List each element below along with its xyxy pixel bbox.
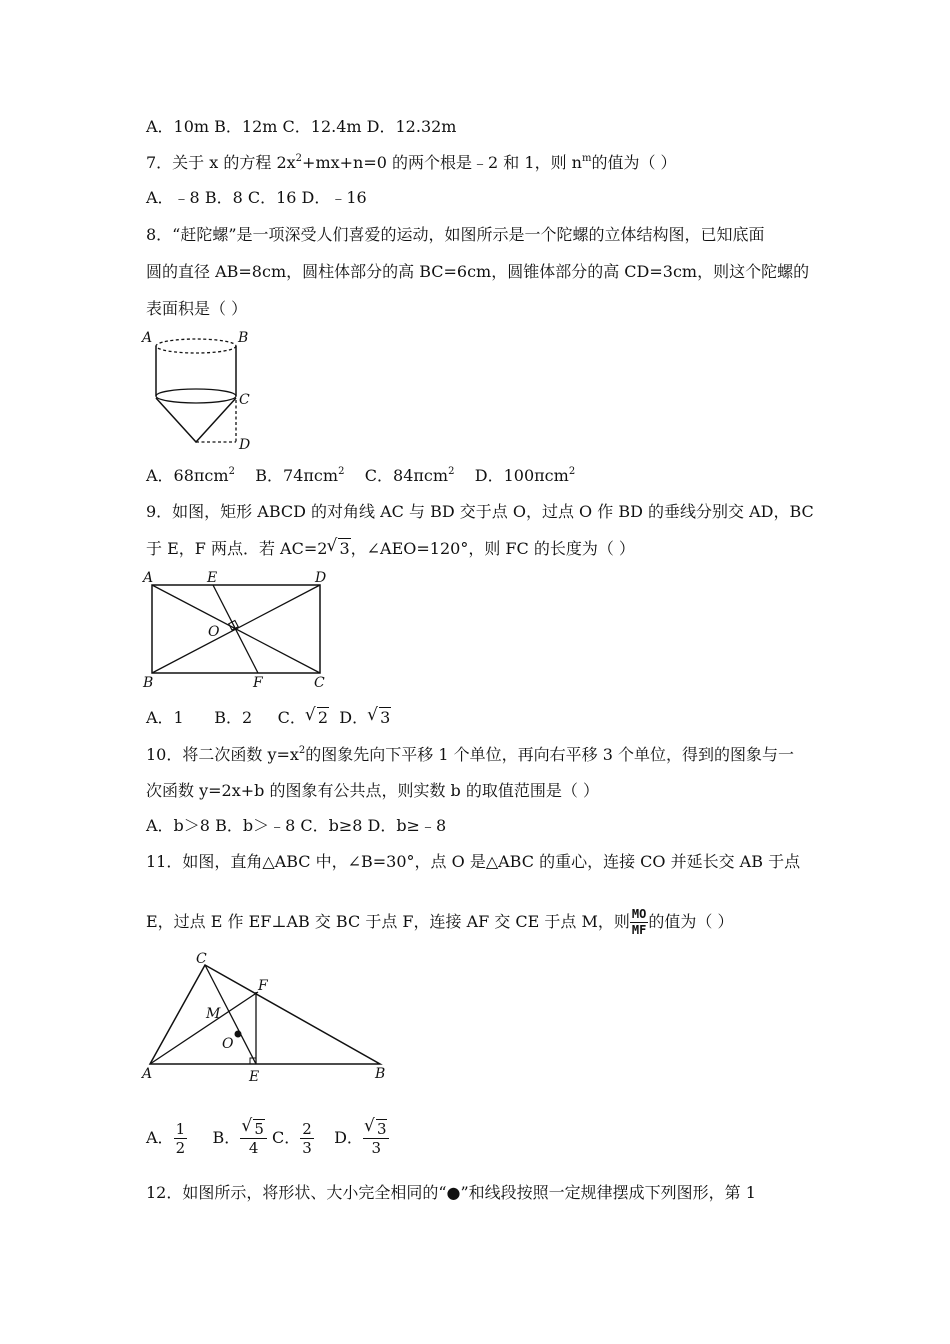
q8-option-d [475, 466, 575, 485]
q9-label-d: D [315, 570, 327, 586]
q8-line-2: 圆的直径 AB=8cm，圆柱体部分的高 BC=6cm，圆锥体部分的高 CD=3cm，则这个陀螺的 [146, 262, 810, 281]
q11-option-a-fraction [174, 1120, 188, 1157]
q11-option-d-sqrt [365, 1120, 388, 1138]
q11-fraction-mo-mf [630, 907, 648, 938]
q11-label-a: A [142, 1066, 153, 1082]
q9-sqrt [327, 538, 350, 560]
q7-stem-a: 7．关于 x 的方程 2x [146, 153, 296, 172]
q7-options: A．﹣8 B．8 C．16 D．﹣16 [146, 188, 367, 207]
q9-option-c-sqrt [306, 707, 329, 729]
q10-options: A．b＞8 B．b＞﹣8 C．b≥8 D．b≥﹣8 [146, 816, 447, 835]
q8-option-a-text: A．68πcm [146, 466, 229, 485]
q11-line-1: 11．如图，直角△ABC 中，∠B=30°，点 O 是△ABC 的重心，连接 CO 并延长交 AB 于点 [146, 852, 801, 871]
q9-line-1: 9．如图，矩形 ABCD 的对角线 AC 与 BD 交于点 O，过点 O 作 BD 的垂线分别交 AD，BC [146, 502, 814, 521]
q11-option-d-num [363, 1120, 390, 1139]
q12-line-1: 12．如图所示，将形状、大小完全相同的“●”和线段按照一定规律摆成下列图形，第 1 [146, 1183, 756, 1202]
q8-option-a-sup: 2 [228, 466, 235, 477]
q7-sup-1: 2 [295, 153, 303, 164]
q9-option-c: C． [277, 708, 306, 727]
q9-option-d-sqrt [368, 707, 391, 729]
q11-option-b-sqrt [242, 1120, 265, 1138]
q9-line-2 [146, 538, 635, 560]
q11-option-c-num: 2 [302, 1120, 312, 1138]
q8-option-d-sup: 2 [568, 466, 576, 477]
q9-rectangle-figure [140, 566, 340, 692]
q9-option-c-radicand: 2 [317, 708, 329, 727]
q7-sup-2: m [581, 153, 592, 164]
q8-label-d: D [239, 437, 251, 453]
q9-option-a: A．1 [146, 708, 184, 727]
q11-label-o: O [222, 1036, 234, 1052]
q11-line-2 [146, 900, 733, 944]
q11-option-a-den: 2 [175, 1139, 186, 1157]
q8-option-d-text: D．100πcm [474, 466, 569, 485]
q11-option-b: B． [212, 1128, 241, 1147]
q8-option-a [146, 466, 235, 485]
q8-line-3: 表面积是（ ） [146, 299, 248, 318]
q8-cone [156, 398, 236, 442]
q8-option-c-text: C．84πcm [364, 466, 449, 485]
q10-line-1a: 10．将二次函数 y=x [146, 745, 299, 764]
q11-option-b-radicand: 5 [254, 1120, 264, 1138]
q8-option-c-sup: 2 [448, 466, 455, 477]
q8-bottom-ellipse [156, 389, 236, 403]
q11-option-c-den: 3 [302, 1139, 312, 1157]
q11-option-c-fraction [300, 1120, 314, 1157]
q11-option-b-den: 4 [248, 1139, 259, 1157]
q11-label-c: C [196, 951, 207, 967]
q11-label-m: M [206, 1006, 221, 1022]
q10-line-2: 次函数 y=2x+b 的图象有公共点，则实数 b 的取值范围是（ ） [146, 781, 599, 800]
q7-stem-b: +mx+n=0 的两个根是﹣2 和 1，则 n [302, 153, 582, 172]
q11-option-b-num [240, 1120, 267, 1139]
q11-option-a: A． [146, 1128, 174, 1147]
q6-options: A．10m B．12m C．12.4m D．12.32m [146, 117, 457, 136]
q9-label-f: F [253, 675, 263, 691]
q11-segment-af [150, 992, 258, 1064]
q9-line-2b: ，∠AEO=120°，则 FC 的长度为（ ） [350, 539, 635, 558]
q8-label-b: B [238, 330, 249, 346]
q9-label-b: B [143, 675, 154, 691]
q11-option-c: C． [271, 1128, 301, 1147]
q11-triangle-figure [140, 950, 400, 1086]
q8-option-b [255, 466, 344, 485]
q11-option-d-fraction [363, 1120, 390, 1157]
q7-stem [146, 152, 677, 174]
q10-sup: 2 [298, 745, 306, 756]
q7-stem-c: 的值为（ ） [591, 153, 677, 172]
q10-line-1b: 的图象先向下平移 1 个单位，再向右平移 3 个单位，得到的图象与一 [305, 745, 795, 764]
q8-option-b-text: B．74πcm [255, 466, 339, 485]
q8-label-c: C [239, 392, 250, 408]
q11-point-o [235, 1031, 242, 1038]
q11-fraction-denominator: MF [631, 923, 647, 937]
q11-label-e: E [249, 1069, 260, 1085]
q9-segment-ef [213, 585, 258, 673]
q11-option-d-radicand: 3 [376, 1120, 387, 1138]
q11-label-f: F [258, 978, 268, 994]
q10-line-1 [146, 744, 794, 766]
q11-line-2b: 的值为（ ） [648, 912, 734, 931]
q9-sqrt-radicand: 3 [339, 539, 350, 558]
q11-option-d-den: 3 [371, 1139, 381, 1157]
q11-option-b-fraction [240, 1120, 267, 1157]
q9-label-e: E [207, 570, 218, 586]
q8-option-b-sup: 2 [338, 466, 345, 477]
q8-top-figure [140, 322, 260, 454]
q9-option-d: D． [339, 708, 369, 727]
q9-label-a: A [143, 570, 154, 586]
q8-options [146, 465, 575, 487]
q9-option-b: B．2 [214, 708, 253, 727]
q8-top-ellipse [156, 339, 236, 353]
q9-label-o: O [208, 624, 220, 640]
q9-label-c: C [314, 675, 325, 691]
q8-option-c [365, 466, 455, 485]
q8-line-1: 8．“赶陀螺”是一项深受人们喜爱的运动，如图所示是一个陀螺的立体结构图，已知底面 [146, 225, 765, 244]
q8-label-a: A [142, 330, 153, 346]
q11-option-d: D． [334, 1128, 363, 1147]
q9-line-2a: 于 E，F 两点．若 AC=2 [146, 539, 328, 558]
q11-options [146, 1116, 389, 1162]
q11-line-2a: E，过点 E 作 EF⊥AB 交 BC 于点 F，连接 AF 交 CE 于点 M，则 [146, 912, 630, 931]
q11-fraction-numerator: MO [631, 907, 647, 921]
q11-option-a-num: 1 [175, 1120, 186, 1138]
q9-option-d-radicand: 3 [380, 708, 391, 727]
q11-label-b: B [375, 1066, 386, 1082]
q9-options [146, 707, 391, 729]
